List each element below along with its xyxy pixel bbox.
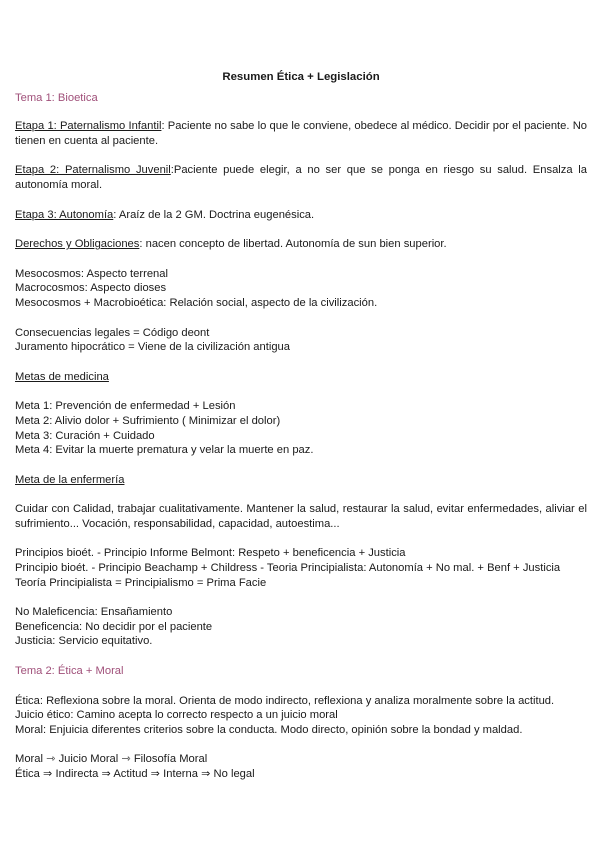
etapa-3-paragraph [15,208,587,223]
legal-line: Consecuencias legales = Código deont [15,326,210,339]
meta-line: Meta 2: Alivio dolor + Sufrimiento ( Minimizar el dolor) [15,414,281,427]
definicion-line: Beneficencia: No decidir por el paciente [15,620,213,633]
etica-line: Juicio ético: Camino acepta lo correcto respecto a un juicio moral [15,709,338,722]
etapa-1-text: : Paciente no sabe lo que le conviene, obedece al médico. Decidir por el paciente. No tienen en cuenta al paciente. [15,120,587,147]
principio-line: Principio bioét. - Principio Beachamp + Childress - Teoria Principialista: Autonomía + No mal. + Benf + Justicia [15,562,561,575]
etapa-1-label: Etapa 1: Paternalismo Infantil [15,120,162,133]
derechos-paragraph [15,237,587,252]
document-page [15,70,587,782]
etapa-2-text: :Paciente puede elegir, a no ser que se ponga en riesgo su salud. Ensalza la autonomía moral. [15,164,587,191]
etapa-1-paragraph [15,119,587,148]
cadena-line: Ética ⇒ Indirecta ⇒ Actitud ⇒ Interna ⇒ No legal [15,768,255,780]
meta-line: Meta 3: Curación + Cuidado [15,429,155,442]
enfermeria-heading: Meta de la enfermería [15,473,125,486]
metas-heading: Metas de medicina [15,370,109,383]
derechos-label: Derechos y Obligaciones [15,238,140,251]
etapa-2-paragraph [15,163,587,192]
derechos-text: : nacen concepto de libertad. Autonomía de sun bien superior. [139,238,447,251]
legal-line: Juramento hipocrático = Viene de la civilización antigua [15,341,290,354]
principio-line: Teoría Principialista = Principialismo = Prima Facie [15,576,267,589]
tema-1-heading: Tema 1: Bioetica [15,91,98,104]
document-title: Resumen Ética + Legislación [222,71,380,83]
etica-line: Ética: Reflexiona sobre la moral. Orienta de modo indirecto, reflexiona y analiza moralmente sobre la actitud. [15,694,555,707]
etapa-2-label: Etapa 2: Paternalismo Juvenil [15,164,171,177]
cosmos-line: Mesocosmos: Aspecto terrenal [15,267,168,280]
cosmos-line: Mesocosmos + Macrobioética: Relación social, aspecto de la civilización. [15,296,378,309]
principio-line: Principios bioét. - Principio Informe Belmont: Respeto + beneficencia + Justicia [15,547,406,560]
etapa-3-label: Etapa 3: Autonomía [15,208,114,221]
cadena-line: Moral ⇾ Juicio Moral ⇾ Filosofía Moral [15,753,208,766]
definicion-line: Justicia: Servicio equitativo. [15,635,153,648]
meta-line: Meta 4: Evitar la muerte prematura y velar la muerte en paz. [15,444,314,457]
etica-line: Moral: Enjuicia diferentes criterios sobre la conducta. Modo directo, opinión sobre la bondad y maldad. [15,723,523,736]
enfermeria-paragraph: Cuidar con Calidad, trabajar cualitativamente. Mantener la salud, restaurar la salud, evitar enfermedades, aliviar el sufrimiento... Vocación, responsabilidad, capacidad, autoestima... [15,503,587,530]
meta-line: Meta 1: Prevención de enfermedad + Lesión [15,400,236,413]
etapa-3-text: : Araíz de la 2 GM. Doctrina eugenésica. [113,208,315,221]
tema-2-heading: Tema 2: Ética + Moral [15,665,124,678]
cosmos-line: Macrocosmos: Aspecto dioses [15,282,167,295]
definicion-line: No Maleficencia: Ensañamiento [15,606,173,619]
